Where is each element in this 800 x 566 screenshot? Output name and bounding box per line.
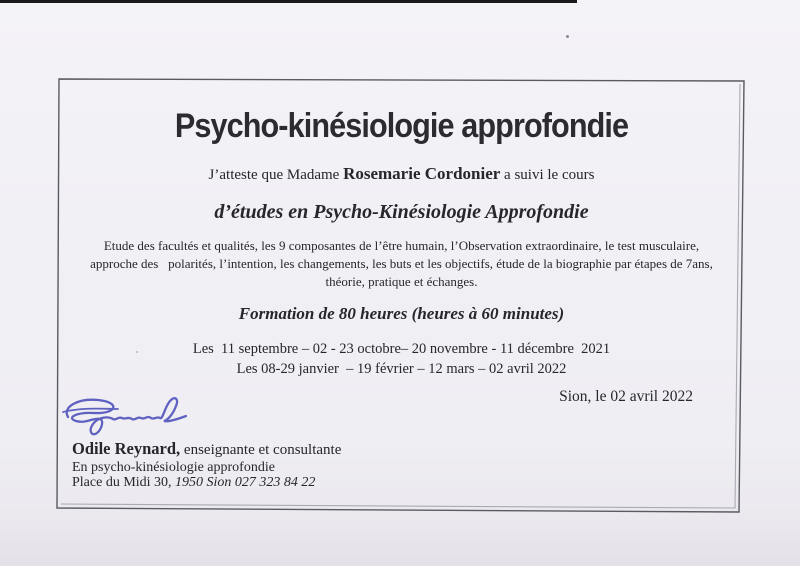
description-line: approche des polarités, l’intention, les changements, les buts et les objectifs, étude de la biographie par étapes de 7ans, [90,256,713,271]
description-line: théorie, pratique et échanges. [325,274,478,289]
session-dates-2021: Les 11 septembre – 02 - 23 octobre– 20 novembre - 11 décembre 2021 [192,341,611,357]
attestation-suffix: a suivi le cours [504,167,595,183]
scanner-edge-artifact [0,0,577,3]
student-name: Rosemarie Cordonier [343,164,501,183]
signer-specialty: En psycho-kinésiologie approfondie [72,460,275,475]
course-title: d’études en Psycho-Kinésiologie Approfondie [214,201,589,223]
attestation-line [59,162,744,187]
signer-role: enseignante et consultante [183,442,342,458]
session-dates-2022: Les 08-29 janvier – 19 février – 12 mars – 02 avril 2022 [236,361,567,377]
signer-address [72,475,341,490]
scan-speck [566,35,569,38]
certificate-title: Psycho-kinésiologie approfondie [174,107,629,145]
course-description [59,237,744,291]
attestation-prefix: J’atteste que Madame [208,167,340,183]
description-line: Etude des facultés et qualités, les 9 composantes de l’être humain, l’Observation extraordinaire, le test musculaire, [103,238,700,253]
course-duration: Formation de 80 heures (heures à 60 minutes) [238,304,565,323]
signer-address-street: Place du Midi 30, [72,475,172,491]
session-dates [59,339,744,379]
place-and-date: Sion, le 02 avril 2022 [559,388,693,405]
signer-name: Odile Reynard, [72,439,181,458]
signer-address-city-phone: 1950 Sion 027 323 84 22 [175,475,316,491]
signer-line [72,439,341,460]
signer-block [72,439,341,490]
